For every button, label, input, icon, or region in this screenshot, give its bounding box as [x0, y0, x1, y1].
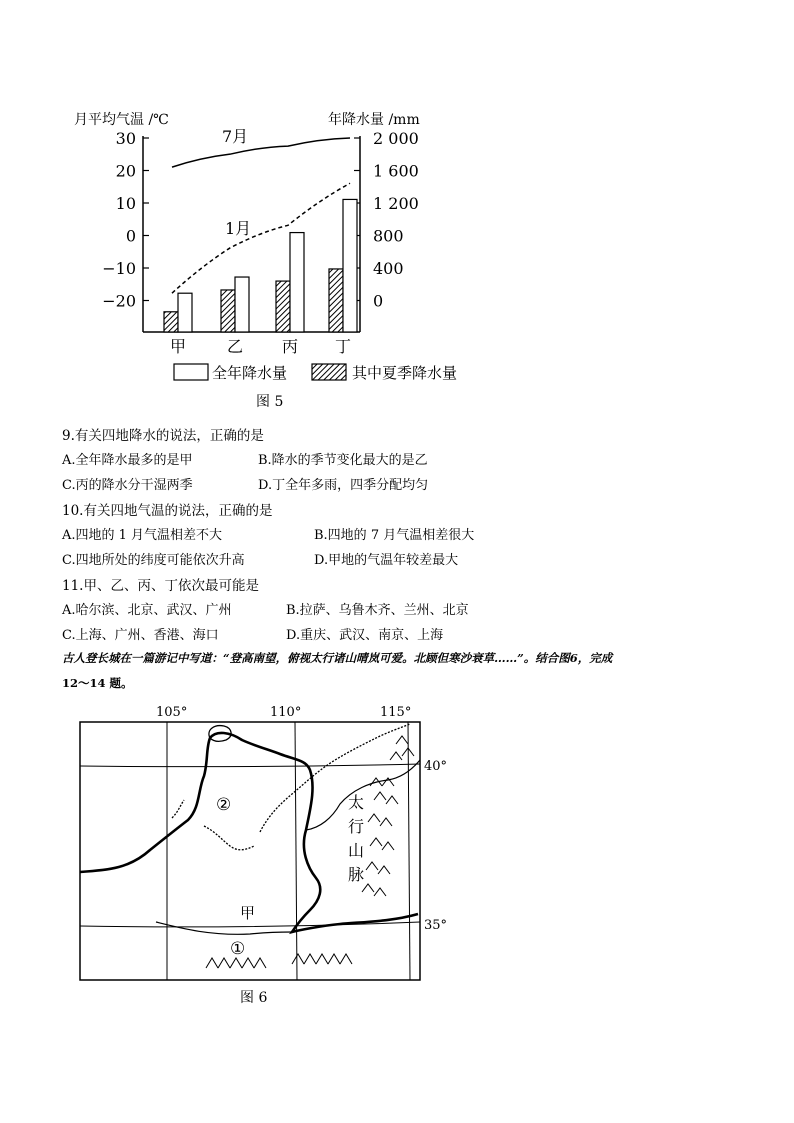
left-tick-label: −10: [102, 259, 136, 278]
q10-option-c: C.四地所处的纬度可能依次升高: [62, 553, 245, 568]
q9-option-c: C.丙的降水分干湿两季: [62, 478, 193, 493]
mountain-char-1: 太: [348, 793, 365, 812]
graticule: [80, 722, 420, 980]
mountain-char-4: 脉: [348, 865, 365, 884]
q10-option-a: A.四地的 1 月气温相差不大: [62, 528, 223, 543]
left-axis-label: 月平均气温 /℃: [74, 112, 169, 128]
figure5-caption: 图 5: [256, 394, 284, 410]
map-frame: [80, 722, 420, 980]
climate-chart: [60, 100, 480, 410]
right-tick-label: 1 200: [373, 194, 419, 213]
mountain-char-3: 山: [348, 841, 365, 860]
lat-label-35: 35°: [424, 918, 448, 933]
bar-summer-precip: [221, 290, 235, 332]
q11-stem: 11.甲、乙、丙、丁依次最可能是: [62, 578, 259, 594]
right-tick-label: 400: [373, 259, 404, 278]
category-label: 丙: [281, 337, 299, 356]
category-label: 丁: [334, 337, 352, 356]
bar-annual-precip: [290, 233, 304, 332]
left-tick-label: 20: [115, 161, 136, 181]
taihang-mountains: [362, 736, 414, 896]
line-july-temp: [172, 138, 350, 167]
category-labels: [170, 337, 351, 356]
line-january-temp: [172, 183, 350, 293]
marker-2: ②: [216, 795, 232, 815]
q9-option-d: D.丁全年多雨，四季分配均匀: [258, 478, 429, 493]
left-ticks: [102, 129, 149, 311]
q10-option-d: D.甲地的气温年较差最大: [314, 553, 459, 568]
lon-label-115: 115°: [380, 705, 412, 720]
left-tick-label: −20: [102, 291, 136, 311]
lat-label-40: 40°: [424, 759, 448, 774]
left-tick-label: 0: [125, 226, 136, 246]
marker-1: ①: [230, 939, 246, 959]
legend-label-annual: 全年降水量: [212, 364, 288, 382]
q11-option-a: A.哈尔滨、北京、武汉、广州: [62, 603, 232, 618]
legend-swatch-annual: [174, 364, 208, 380]
right-tick-label: 0: [373, 291, 384, 311]
lon-label-105: 105°: [156, 705, 188, 720]
intro-line-2: 12～14 题。: [62, 676, 133, 690]
wei-river: [156, 922, 292, 934]
right-tick-label: 2 000: [373, 129, 419, 148]
q11-option-b: B.拉萨、乌鲁木齐、兰州、北京: [286, 603, 469, 618]
right-ticks: [354, 129, 419, 311]
map-figure: [70, 700, 460, 1010]
left-tick-label: 10: [115, 194, 136, 213]
right-tick-label: 1 600: [373, 161, 419, 181]
bar-summer-precip: [276, 281, 290, 332]
right-tick-label: 800: [373, 226, 404, 246]
line-label-january: 1月: [225, 219, 252, 238]
left-tick-label: 30: [115, 129, 136, 148]
qinling-mountains: [206, 954, 352, 968]
q9-stem: 9.有关四地降水的说法，正确的是: [62, 428, 264, 444]
bars: [164, 199, 357, 332]
bar-annual-precip: [235, 277, 249, 332]
legend: [174, 364, 457, 382]
figure6-caption: 图 6: [240, 990, 268, 1006]
q9-option-b: B.降水的季节变化最大的是乙: [258, 453, 428, 468]
bar-summer-precip: [164, 312, 178, 332]
legend-label-summer: 其中夏季降水量: [352, 364, 458, 382]
bar-annual-precip: [178, 293, 192, 332]
legend-swatch-summer: [312, 364, 346, 380]
right-axis-label: 年降水量 /mm: [328, 112, 420, 128]
bar-annual-precip: [343, 199, 357, 332]
intro-line-1: 古人登长城在一篇游记中写道：“登高南望，俯视太行诸山晴岚可爱。北顾但寒沙衰草……”。结合图6，完成: [62, 651, 613, 665]
q10-stem: 10.有关四地气温的说法，正确的是: [62, 503, 273, 519]
mountain-char-2: 行: [348, 817, 365, 836]
category-label: 甲: [169, 337, 187, 356]
line-label-july: 7月: [222, 127, 249, 146]
q10-option-b: B.四地的 7 月气温相差很大: [314, 528, 475, 543]
q11-option-c: C.上海、广州、香港、海口: [62, 628, 219, 643]
place-jia: 甲: [240, 904, 256, 922]
yellow-river: [80, 733, 418, 932]
q9-option-a: A.全年降水最多的是甲: [62, 453, 193, 468]
bar-summer-precip: [329, 269, 343, 332]
q11-option-d: D.重庆、武汉、南京、上海: [286, 628, 444, 643]
temperature-lines: [172, 127, 350, 293]
lon-label-110: 110°: [270, 705, 302, 720]
category-label: 乙: [226, 337, 244, 356]
